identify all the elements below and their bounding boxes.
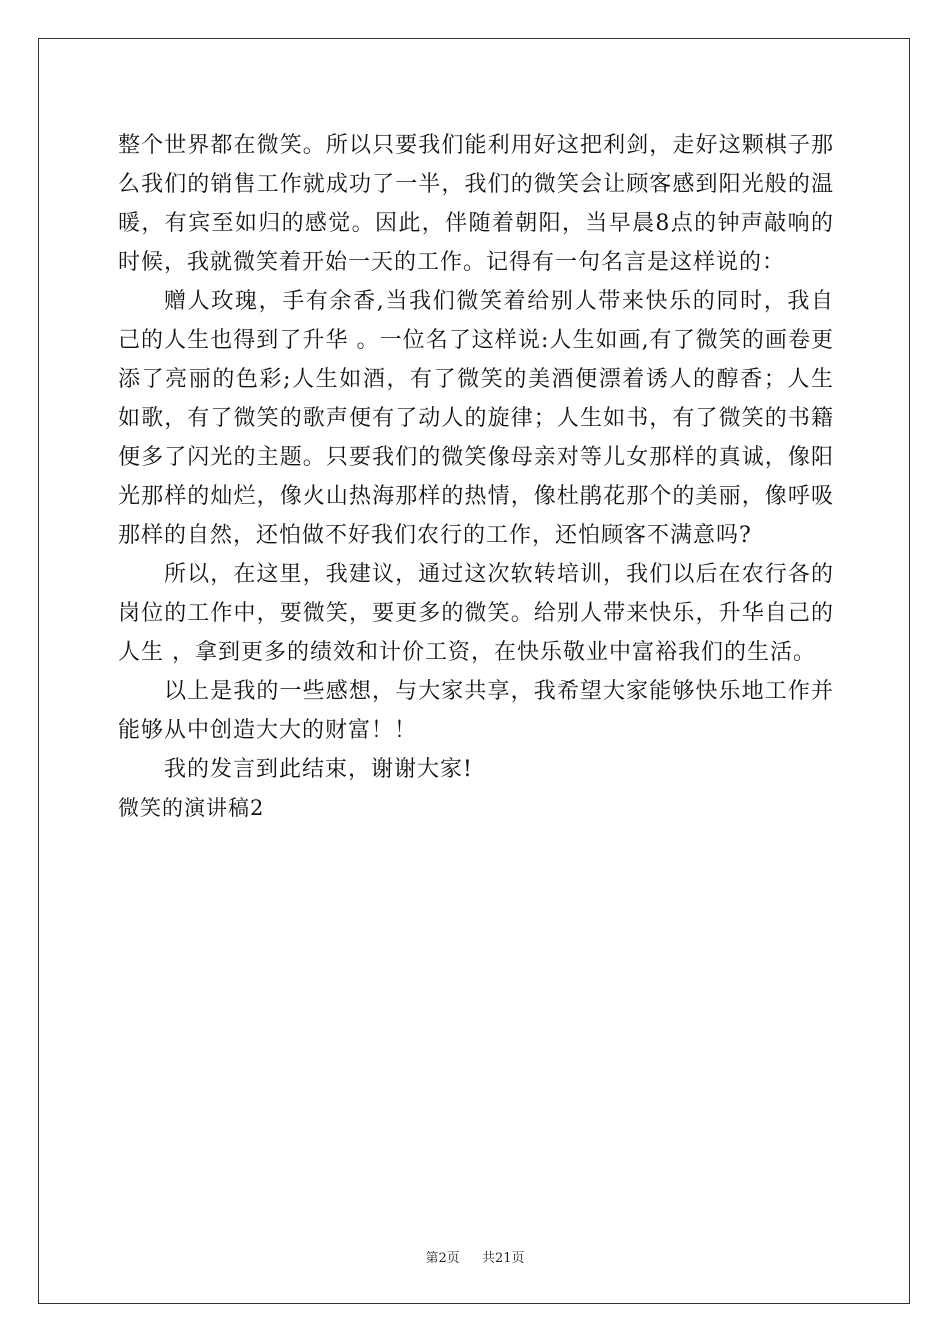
page-total: 共21页 xyxy=(482,1251,525,1266)
page-number: 第2页 xyxy=(425,1251,460,1266)
paragraph-4: 以上是我的一些感想，与大家共享，我希望大家能够快乐地工作并能够从中创造大大的财富！！ xyxy=(118,679,834,743)
page-footer xyxy=(0,1247,950,1266)
paragraph-2: 赠人玫瑰，手有余香,当我们微笑着给别人带来快乐的同时，我自己的人生也得到了升华 。一位名了这样说:人生如画,有了微笑的画卷更添了亮丽的色彩;人生如酒，有了微笑的美酒便漂着诱人的醇香；人生如歌，有了微笑的歌声便有了动人的旋律；人生如书，有了微笑的书籍便多了闪光的主题。只要我们的微笑像母亲对等儿女那样的真诚，像阳光那样的灿烂，像火山热海那样的热情，像杜鹃花那个的美丽，像呼吸那样的自然，还怕做不好我们农行的工作，还怕顾客不满意吗? xyxy=(118,289,834,548)
paragraph-1: 整个世界都在微笑。所以只要我们能利用好这把利剑，走好这颗棋子那么我们的销售工作就成功了一半，我们的微笑会让顾客感到阳光般的温暖，有宾至如归的感觉。因此，伴随着朝阳，当早晨8点的钟声敲响的时候，我就微笑着开始一天的工作。记得有一句名言是这样说的： xyxy=(118,133,834,275)
paragraph-5: 我的发言到此结束，谢谢大家! xyxy=(164,757,473,782)
section-heading: 微笑的演讲稿2 xyxy=(118,796,265,820)
paragraph-3: 所以，在这里，我建议，通过这次软转培训，我们以后在农行各的岗位的工作中，要微笑，要更多的微笑。给别人带来快乐，升华自己的人生 ，拿到更多的绩效和计价工资，在快乐敬业中富裕我们的生活。 xyxy=(118,562,834,665)
document-body xyxy=(118,126,834,828)
